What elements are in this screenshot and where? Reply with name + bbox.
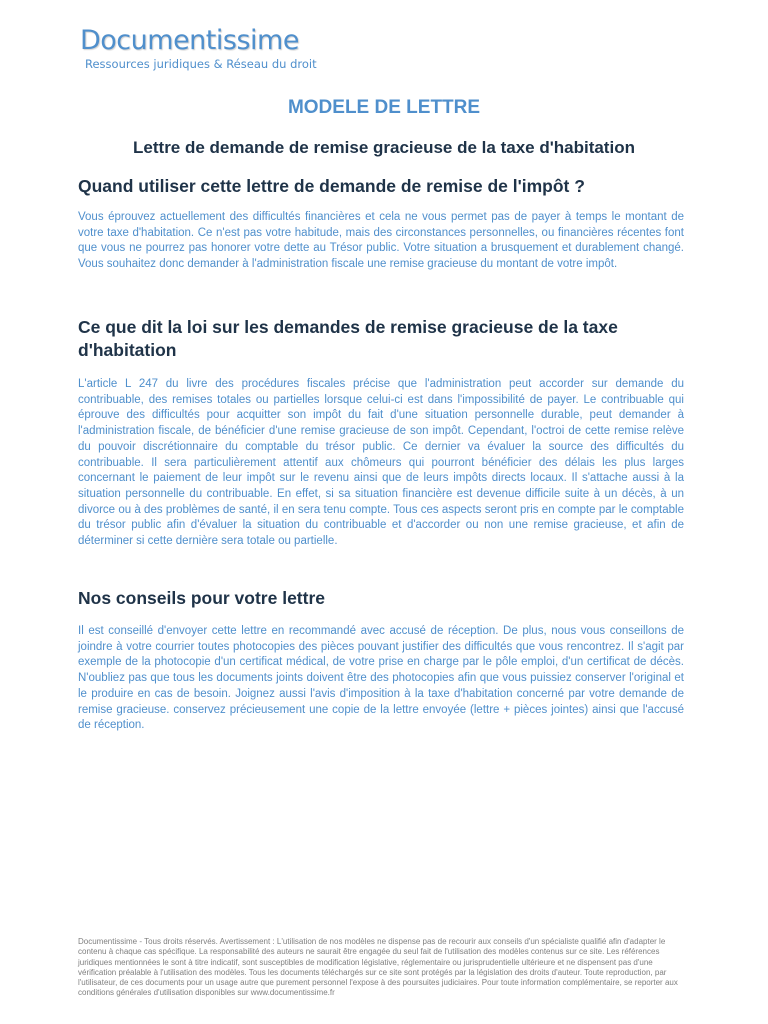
documentissime-logo bbox=[80, 24, 317, 71]
document-subtitle: Lettre de demande de remise gracieuse de la taxe d'habitation bbox=[133, 138, 635, 157]
section-advice bbox=[78, 587, 684, 734]
section-body: Il est conseillé d'envoyer cette lettre en recommandé avec accusé de réception. De plus, nous vous conseillons de joindre à votre courrier toutes photocopies des pièces pouvant justifier des difficultés que vous rencontrez. Il s'agit par exemple de la photocopie d'un certificat médical, de votre prise en charge par le pôle emploi, d'un certificat de décès. N'oubliez pas que tous les documents joints doivent être des photocopies afin que vous puissiez conserver l'original et le produire en cas de besoin. Joignez aussi l'avis d'imposition à la taxe d'habitation concerné par votre demande de remise gracieuse. conservez précieusement une copie de la lettre envoyée (lettre + pièces jointes) ainsi que l'accusé de réception. bbox=[78, 625, 684, 732]
section-heading: Nos conseils pour votre lettre bbox=[78, 588, 326, 608]
section-heading: Ce que dit la loi sur les demandes de remise gracieuse de la taxe d'habitation bbox=[78, 317, 618, 360]
footer-disclaimer: Documentissime - Tous droits réservés. Avertissement : L'utilisation de nos modèles ne dispense pas de recourir aux conseils d'un spécialiste qualifié afin d'adapter le contenu à chaque cas spécifique. La responsabilité des auteurs ne saurait être engagée du seul fait de l'utilisation des modèles contenus sur ce site. Les références juridiques mentionnées le sont à titre indicatif, sont susceptibles de modification législative, réglementaire ou jurisprudentielle ultérieure et ne dispensent pas d'une vérification préalable à l'utilisation des modèles. Tous les documents téléchargés sur ce site sont protégés par la législation des droits d'auteur. Toute reproduction, par l'utilisateur, de ces documents pour un usage autre que purement personnel l'expose à des poursuites judiciaires. Pour toute information complémentaire, se reporter aux conditions générales d'utilisation disponibles sur www.documentissime.fr bbox=[78, 937, 678, 998]
section-when-to-use bbox=[78, 175, 684, 273]
document-title: MODELE DE LETTRE bbox=[287, 97, 481, 118]
section-what-the-law-says bbox=[78, 316, 684, 550]
section-body: Vous éprouvez actuellement des difficultés financières et cela ne vous permet pas de payer à temps le montant de votre taxe d'habitation. Ce n'est pas votre habitude, mais des circonstances personnelles, ou financières récentes font que vous ne pourrez pas honorer votre dette au Trésor public. Votre situation a brusquement et durablement changé. Vous souhaitez donc demander à l'administration fiscale une remise gracieuse du montant de votre impôt. bbox=[78, 211, 684, 271]
section-heading: Quand utiliser cette lettre de demande de remise de l'impôt ? bbox=[78, 176, 585, 196]
section-body: L'article L 247 du livre des procédures fiscales précise que l'administration peut accorder sur demande du contribuable, des remises totales ou partielles lorsque celui-ci est dans l'impossibilité de payer. Le contribuable qui éprouve des difficultés pour acquitter son impôt du fait d'une situation personnelle durable, peut demander à l'administration fiscale, de bénéficier d'une remise gracieuse de son impôt. Cependant, l'octroi de cette remise relève du pouvoir discrétionnaire du comptable du trésor public. Ce dernier va évaluer la source des difficultés du contribuable. Il sera particulièrement attentif aux chômeurs qui pourront bénéficier des délais les plus larges concernant le paiement de leur impôt sur le revenu ainsi que de leurs impôts directs locaux. Il s'attache aussi à la situation personnelle du contribuable. En effet, si sa situation financière est devenue difficile suite à un décès, à un divorce ou à des problèmes de santé, il en sera tenu compte. Tous ces aspects seront pris en compte par le comptable du trésor public afin d'évaluer la situation du contribuable et d'accorder ou non une remise gracieuse, et afin de déterminer si cette dernière sera totale ou partielle. bbox=[78, 378, 684, 548]
logo-tagline: Ressources juridiques & Réseau du droit bbox=[85, 57, 317, 71]
logo-name: Documentissime bbox=[80, 25, 299, 56]
